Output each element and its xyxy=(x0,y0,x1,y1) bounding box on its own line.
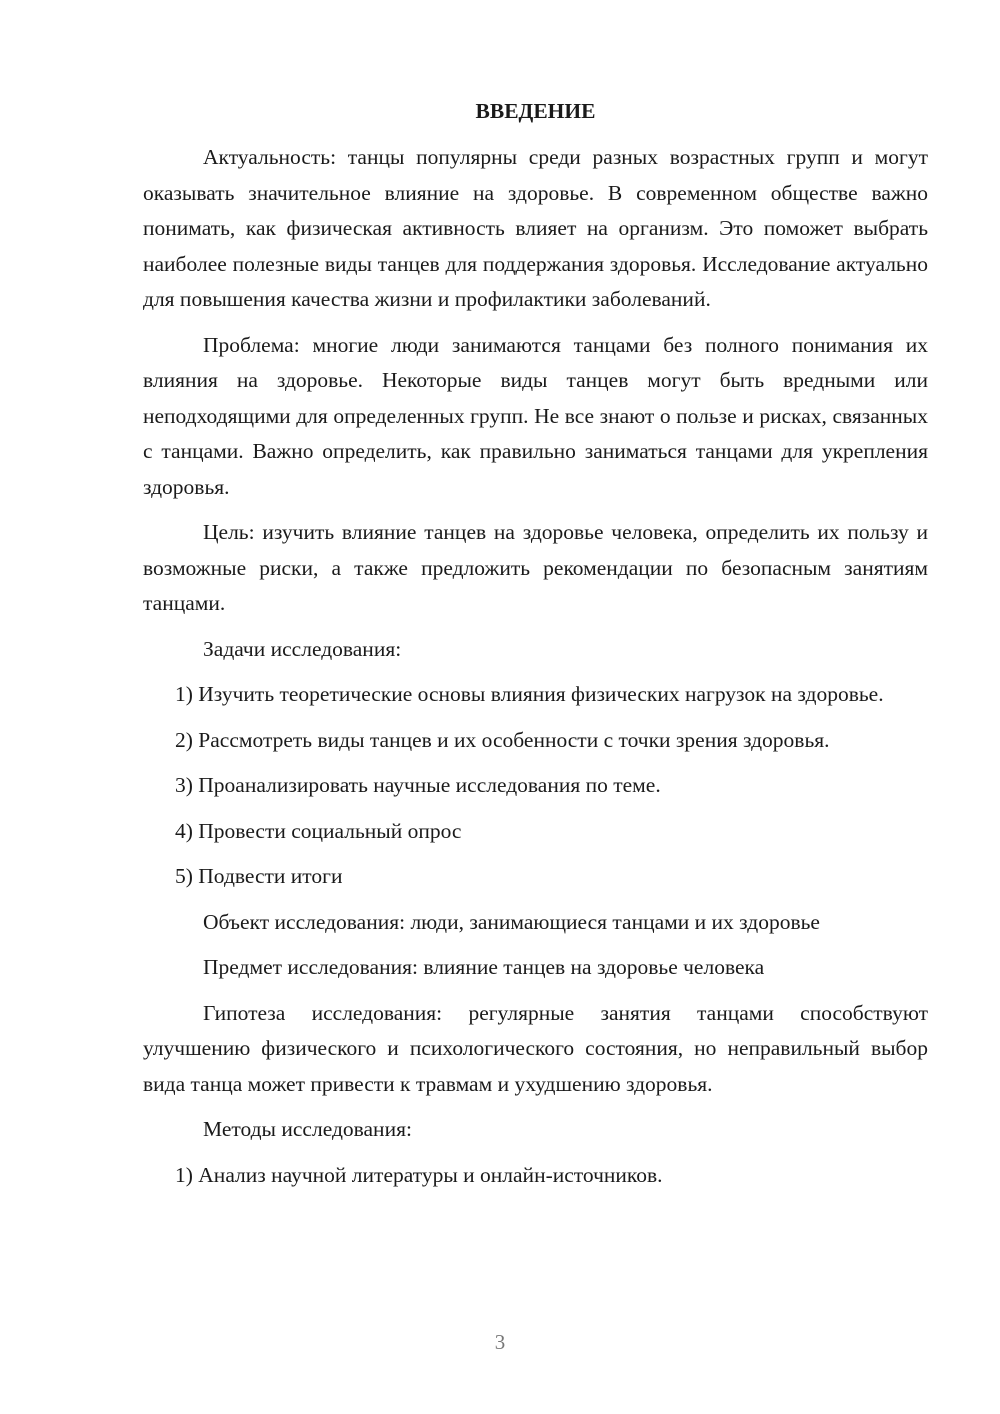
methods-heading: Методы исследования: xyxy=(203,1117,412,1141)
subject-line: Предмет исследования: влияние танцев на здоровье человека xyxy=(203,955,765,979)
task-item-1: 1) Изучить теоретические основы влияния физических нагрузок на здоровье. xyxy=(175,682,884,706)
task-item-4: 4) Провести социальный опрос xyxy=(175,818,462,843)
object-line: Объект исследования: люди, занимающиеся танцами и их здоровье xyxy=(203,909,820,934)
hypothesis-paragraph: Гипотеза исследования: регулярные занятия танцами способствуют улучшению физического и психологического состояния, но неправильный выбор вида танца может привести к травмам и ухудшению здоровья. xyxy=(143,1000,928,1096)
task-item-5: 5) Подвести итоги xyxy=(175,864,343,888)
section-title: ВВЕДЕНИЕ xyxy=(475,99,596,123)
relevance-paragraph: Актуальность: танцы популярны среди разных возрастных групп и могут оказывать значительное влияние на здоровье. В современном обществе важно понимать, как физическая активность влияет на организм. Это поможет выбрать наиболее полезные виды танцев для поддержания здоровья. Исследование актуально для повышения качества жизни и профилактики заболеваний. xyxy=(143,145,928,311)
problem-paragraph: Проблема: многие люди занимаются танцами без полного понимания их влияния на здоровье. Некоторые виды танцев могут быть вредными или неподходящими для определенных групп. Не все знают о пользе и рисках, связанных с танцами. Важно определить, как правильно заниматься танцами для укрепления здоровья. xyxy=(143,332,928,499)
goal-paragraph: Цель: изучить влияние танцев на здоровье человека, определить их пользу и возможные риски, а также предложить рекомендации по безопасным занятиям танцами. xyxy=(143,520,928,615)
method-item-1: 1) Анализ научной литературы и онлайн-источников. xyxy=(175,1162,663,1187)
page-number: 3 xyxy=(494,1330,506,1354)
task-item-3: 3) Проанализировать научные исследования по теме. xyxy=(175,773,661,797)
document-page xyxy=(143,92,928,1203)
task-item-2: 2) Рассмотреть виды танцев и их особенности с точки зрения здоровья. xyxy=(175,727,830,752)
tasks-heading: Задачи исследования: xyxy=(203,636,402,661)
